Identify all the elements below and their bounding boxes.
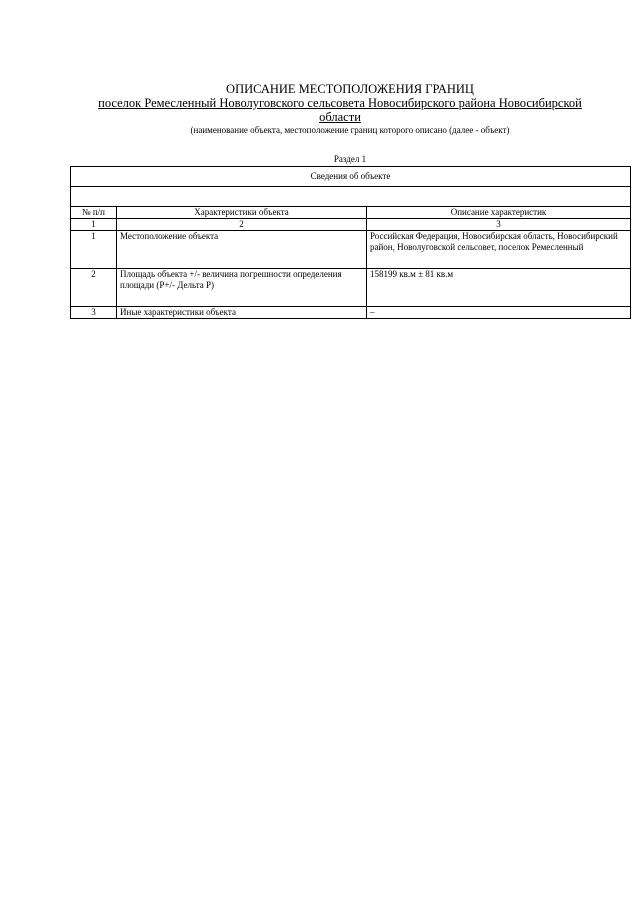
table-blank-row <box>71 187 631 207</box>
section-label: Раздел 1 <box>333 154 367 164</box>
table-title-row <box>71 167 631 187</box>
row-number: 3 <box>71 307 117 319</box>
object-caption: (наименование объекта, местоположение границ которого описано (далее - объект) <box>190 125 510 135</box>
column-header-number: № п/п <box>71 207 117 219</box>
row-description: Российская Федерация, Новосибирская область, Новосибирский район, Новолуговской сельсовет, поселок Ремесленный <box>367 231 631 269</box>
row-description: – <box>367 307 631 319</box>
row-characteristic: Площадь объекта +/- величина погрешности определения площади (Р+/- Дельта Р) <box>117 269 367 307</box>
column-number: 2 <box>117 219 367 231</box>
row-characteristic: Иные характеристики объекта <box>117 307 367 319</box>
object-name: поселок Ремесленный Новолуговского сельсовета Новосибирского района Новосибирской области <box>98 96 582 124</box>
blank-cell <box>71 187 631 207</box>
table-row <box>71 231 631 269</box>
row-number: 2 <box>71 269 117 307</box>
column-number: 3 <box>367 219 631 231</box>
table-header-row <box>71 207 631 219</box>
column-number: 1 <box>71 219 117 231</box>
table-column-numbers-row <box>71 219 631 231</box>
row-characteristic: Местоположение объекта <box>117 231 367 269</box>
table-title: Сведения об объекте <box>71 167 631 187</box>
row-number: 1 <box>71 231 117 269</box>
object-info-table <box>70 166 631 319</box>
document-title: ОПИСАНИЕ МЕСТОПОЛОЖЕНИЯ ГРАНИЦ <box>226 82 474 96</box>
table-row <box>71 269 631 307</box>
table-row <box>71 307 631 319</box>
column-header-characteristic: Характеристики объекта <box>117 207 367 219</box>
row-description: 158199 кв.м ± 81 кв.м <box>367 269 631 307</box>
column-header-description: Описание характеристик <box>367 207 631 219</box>
